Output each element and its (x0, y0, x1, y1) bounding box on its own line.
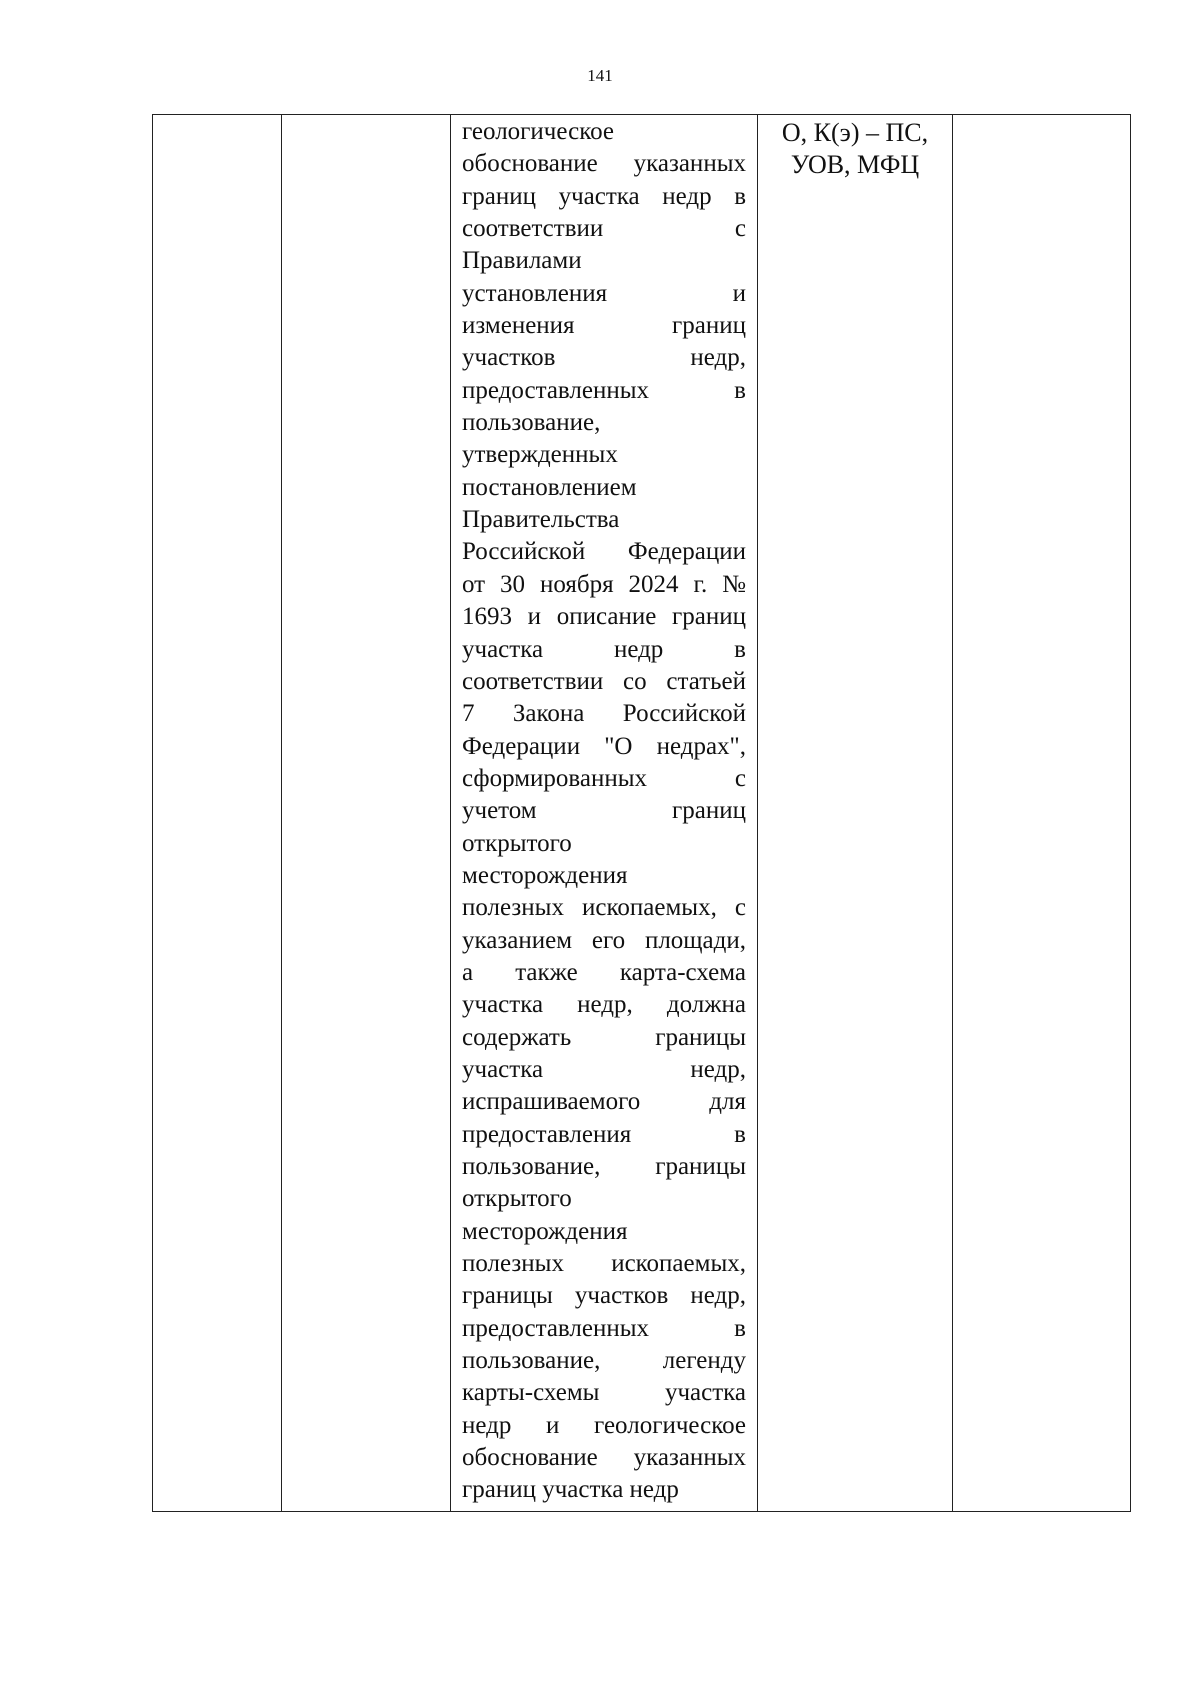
text-line: открытого (462, 1185, 572, 1213)
text-line: геологическое (462, 118, 614, 145)
table-cell-col1 (153, 115, 282, 1512)
page-number: 141 (587, 66, 613, 85)
text-line: недр и геологическое (462, 1411, 746, 1439)
text-line: границы участков недр, (462, 1282, 746, 1310)
text-line: полезных ископаемых, с (462, 894, 746, 922)
text-line: 7 Закона Российской (462, 700, 746, 728)
text-line: содержать границы (462, 1023, 746, 1051)
code-line: О, К(э) – ПС, (781, 118, 929, 147)
text-line: участка недр, должна (462, 991, 746, 1019)
text-line: изменения границ (462, 312, 746, 340)
text-line: учетом границ (462, 797, 746, 825)
text-line: открытого (462, 829, 572, 857)
table-cell-col5 (953, 115, 1131, 1512)
text-line: пользование, границы (462, 1153, 746, 1180)
text-line: месторождения (462, 861, 628, 889)
text-line: предоставленных в (462, 1314, 746, 1342)
text-line: а также карта-схема (462, 958, 746, 986)
text-line: утвержденных (462, 441, 618, 469)
text-line: обоснование указанных (462, 150, 746, 178)
text-line: пользование, легенду (462, 1347, 746, 1375)
text-line: испрашиваемого для (462, 1088, 746, 1116)
text-line: границ участка недр (462, 1476, 679, 1504)
table-cell-codes (758, 115, 953, 1512)
code-line: УОВ, МФЦ (790, 150, 920, 179)
text-line: соответствии с (462, 215, 746, 243)
text-line: соответствии со статьей (462, 667, 746, 695)
text-line: границ участка недр в (462, 182, 746, 210)
table-row (153, 115, 1131, 1512)
text-line: от 30 ноября 2024 г. № (462, 570, 746, 598)
text-line: предоставленных в (462, 376, 746, 404)
text-line: Российской Федерации (462, 538, 746, 566)
text-line: участка недр в (462, 635, 746, 663)
text-line: обоснование указанных (462, 1444, 746, 1472)
text-line: Правилами (462, 247, 582, 275)
text-line: карты-схемы участка (462, 1379, 746, 1407)
requirements-text-block (451, 115, 757, 1507)
text-line: установления и (462, 279, 746, 307)
table-cell-requirements-text (451, 115, 758, 1512)
text-line: Федерации "О недрах", (462, 732, 746, 760)
text-line: Правительства (462, 506, 620, 534)
document-table (152, 114, 1131, 1512)
text-line: полезных ископаемых, (462, 1250, 746, 1278)
text-line: предоставления в (462, 1120, 746, 1148)
codes-text-block (758, 115, 952, 181)
text-line: месторождения (462, 1217, 628, 1245)
text-line: указанием его площади, (462, 926, 746, 954)
text-line: участка недр, (462, 1055, 746, 1083)
text-line: участков недр, (462, 344, 746, 372)
text-line: постановлением (462, 473, 637, 501)
text-line: сформированных с (462, 764, 746, 792)
text-line: 1693 и описание границ (462, 603, 746, 631)
text-line: пользование, (462, 409, 601, 437)
table-cell-col2 (282, 115, 451, 1512)
